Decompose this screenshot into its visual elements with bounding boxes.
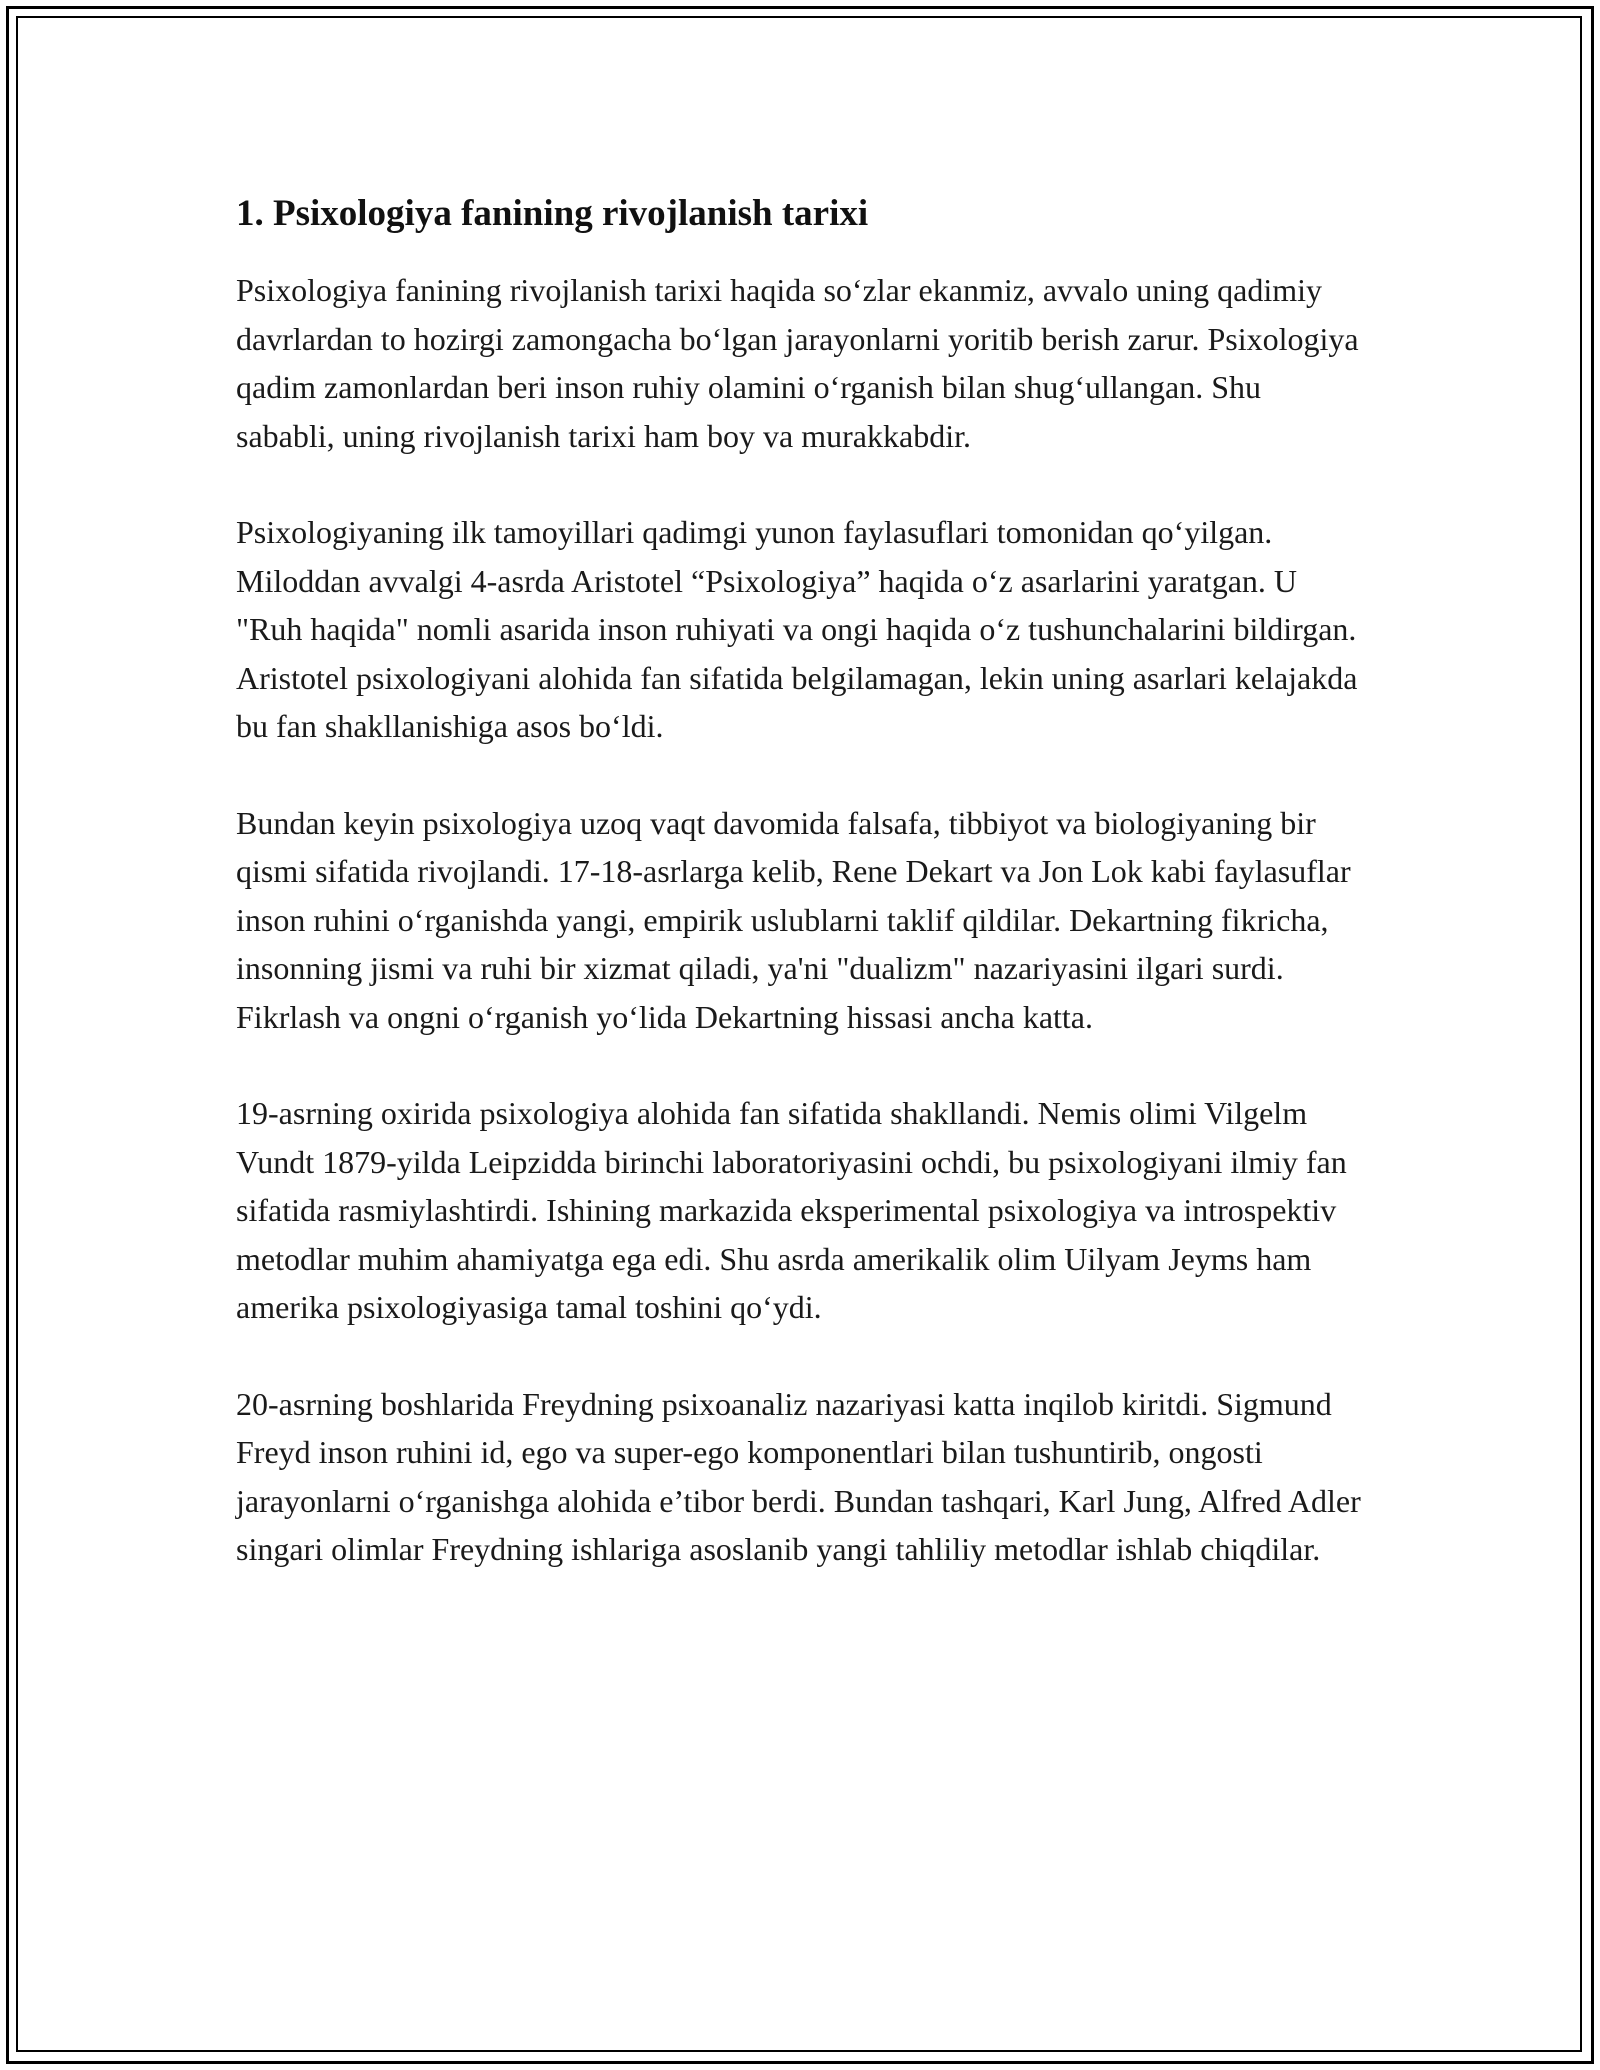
paragraph-4: 19-asrning oxirida psixologiya alohida fan sifatida shakllandi. Nemis olimi Vilgelm Vundt 1879-yilda Leipzidda birinchi laboratoriyasini ochdi, bu psixologiyani ilmiy fan sifatida rasmiylashtirdi. Ishining markazida eksperimental psixologiya va introspektiv metodlar muhim ahamiyatga ega edi. Shu asrda amerikalik olim Uilyam Jeyms ham amerika psixologiyasiga tamal toshini qo‘ydi. — [236, 1095, 1347, 1325]
paragraph-1: Psixologiya fanining rivojlanish tarixi haqida so‘zlar ekanmiz, avvalo uning qadimiy davrlardan to hozirgi zamongacha bo‘lgan jarayonlarni yoritib berish zarur. Psixologiya qadim zamonlardan beri inson ruhiy olamini o‘rganish bilan shug‘ullangan. Shu sababli, uning rivojlanish tarixi ham boy va murakkabdir. — [236, 272, 1359, 454]
section-heading: 1. Psixologiya fanining rivojlanish tarixi — [236, 193, 869, 234]
document-page — [236, 190, 1366, 1622]
paragraph-3: Bundan keyin psixologiya uzoq vaqt davomida falsafa, tibbiyot va biologiyaning bir qismi sifatida rivojlandi. 17-18-asrlarga kelib, Rene Dekart va Jon Lok kabi faylasuflar inson ruhini o‘rganishda yangi, empirik uslublarni taklif qildilar. Dekartning fikricha, insonning jismi va ruhi bir xizmat qiladi, ya'ni "dualizm" nazariyasini ilgari surdi. Fikrlash va ongni o‘rganish yo‘lida Dekartning hissasi ancha katta. — [236, 804, 1351, 1035]
paragraph-5: 20-asrning boshlarida Freydning psixoanaliz nazariyasi katta inqilob kiritdi. Sigmund Freyd inson ruhini id, ego va super-ego komponentlari bilan tushuntirib, ongosti jarayonlarni o‘rganishga alohida e’tibor berdi. Bundan tashqari, Karl Jung, Alfred Adler singari olimlar Freydning ishlariga asoslanib yangi tahliliy metodlar ishlab chiqdilar. — [236, 1385, 1361, 1567]
paragraph-2: Psixologiyaning ilk tamoyillari qadimgi yunon faylasuflari tomonidan qo‘yilgan. Miloddan avvalgi 4-asrda Aristotel “Psixologiya” haqida o‘z asarlarini yaratgan. U "Ruh haqida" nomli asarida inson ruhiyati va ongi haqida o‘z tushunchalarini bildirgan. Aristotel psixologiyani alohida fan sifatida belgilamagan, lekin uning asarlari kelajakda bu fan shakllanishiga asos bo‘ldi. — [236, 514, 1358, 744]
